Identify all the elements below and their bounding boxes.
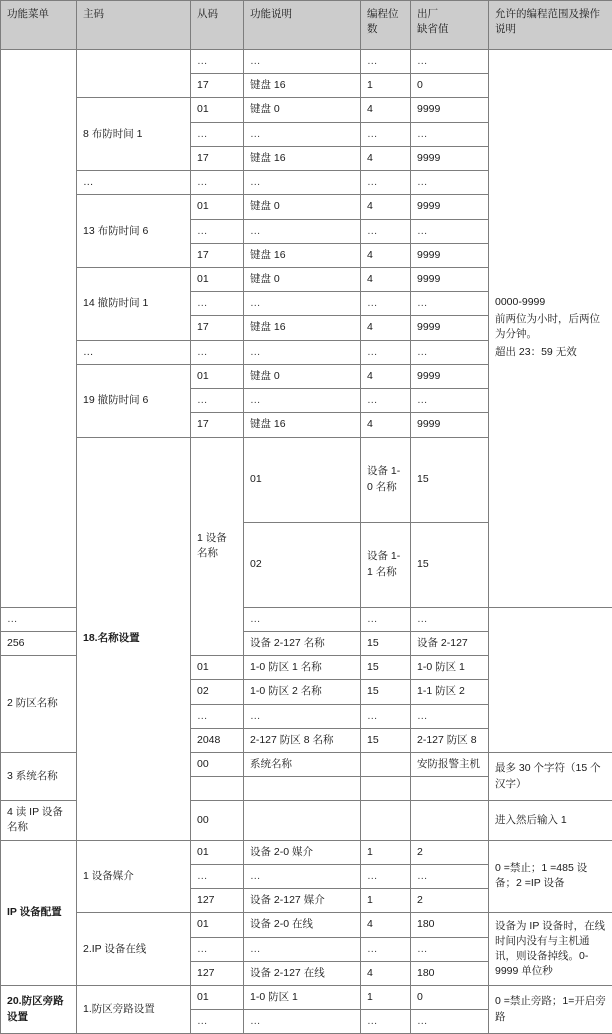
bits-cell: … — [361, 1010, 411, 1034]
bits-cell: 4 — [361, 364, 411, 388]
menu-cell — [1, 50, 77, 608]
description-cell: 键盘 16 — [244, 146, 361, 170]
note-cell: 进入然后输入 1 — [489, 801, 612, 840]
column-header-note: 允许的编程范围及操作说明 — [489, 1, 612, 50]
sub-code-cell: … — [191, 864, 244, 888]
description-cell: 1-0 防区 1 — [244, 985, 361, 1009]
menu-cell: 20.防区旁路设置 — [1, 985, 77, 1033]
description-cell: … — [244, 607, 361, 631]
column-header-menu: 功能菜单 — [1, 1, 77, 50]
bits-cell: … — [361, 219, 411, 243]
main-code-cell: … — [77, 340, 191, 364]
default-cell: 9999 — [411, 243, 489, 267]
description-cell: 键盘 16 — [244, 243, 361, 267]
description-cell — [244, 801, 361, 840]
default-cell: 2 — [411, 889, 489, 913]
description-cell: … — [244, 937, 361, 961]
main-code-cell: 14 撤防时间 1 — [77, 267, 191, 340]
description-cell: 1-0 防区 2 名称 — [244, 680, 361, 704]
sub-code-cell: 01 — [191, 985, 244, 1009]
note-cell: 最多 30 个字符（15 个汉字） — [489, 753, 612, 801]
sub-code-cell: … — [191, 340, 244, 364]
sub-code-cell: 256 — [1, 631, 77, 655]
description-cell: … — [244, 219, 361, 243]
table-row — [1, 50, 612, 74]
description-cell: 键盘 0 — [244, 267, 361, 291]
description-cell: 设备 1-0 名称 — [361, 437, 411, 522]
description-cell — [244, 777, 361, 801]
column-header-bits — [361, 1, 411, 50]
default-cell: 2-127 防区 8 — [411, 728, 489, 752]
sub-code-cell: 127 — [191, 961, 244, 985]
main-code-cell: 1 设备媒介 — [77, 840, 191, 913]
default-cell: … — [411, 292, 489, 316]
sub-code-cell: … — [191, 171, 244, 195]
bits-cell: … — [361, 937, 411, 961]
sub-code-cell: 17 — [191, 146, 244, 170]
description-cell: 设备 1-1 名称 — [361, 522, 411, 607]
note-cell: 0 =禁止旁路；1=开启旁路 — [489, 985, 612, 1033]
sub-code-cell: 01 — [191, 913, 244, 937]
description-cell: 键盘 0 — [244, 98, 361, 122]
bits-cell: … — [361, 122, 411, 146]
default-cell: 180 — [411, 913, 489, 937]
default-line-1: 出厂 — [417, 8, 438, 20]
default-cell: … — [411, 122, 489, 146]
bits-cell: 4 — [361, 146, 411, 170]
bits-cell: 15 — [411, 522, 489, 607]
sub-code-cell: … — [191, 1010, 244, 1034]
column-header-default — [411, 1, 489, 50]
main-code-cell: 2.IP 设备在线 — [77, 913, 191, 986]
bits-line-1: 编程位 — [367, 8, 399, 20]
sub-code-cell: 17 — [191, 74, 244, 98]
description-cell: … — [244, 171, 361, 195]
sub-code-cell: 2048 — [191, 728, 244, 752]
sub-code-cell: … — [191, 50, 244, 74]
default-cell: 9999 — [411, 267, 489, 291]
main-code-cell: 1 设备名称 — [191, 437, 244, 656]
bits-cell: 4 — [361, 413, 411, 437]
default-cell: 1-1 防区 2 — [411, 680, 489, 704]
sub-code-cell: 01 — [191, 364, 244, 388]
default-cell: 180 — [411, 961, 489, 985]
default-cell: … — [411, 50, 489, 74]
main-code-cell: 3 系统名称 — [1, 753, 77, 801]
bits-cell: 15 — [361, 680, 411, 704]
main-code-cell: 4 读 IP 设备名称 — [1, 801, 77, 840]
sub-code-cell: 17 — [191, 316, 244, 340]
sub-code-cell: 01 — [244, 437, 361, 522]
default-cell: 安防报警主机 — [411, 753, 489, 777]
description-cell: 1-0 防区 1 名称 — [244, 656, 361, 680]
bits-cell — [361, 753, 411, 777]
bits-cell: … — [361, 607, 411, 631]
menu-cell: IP 设备配置 — [1, 840, 77, 985]
default-cell: 9999 — [411, 146, 489, 170]
main-code-cell: 8 布防时间 1 — [77, 98, 191, 171]
note-line: 超出 23：59 无效 — [495, 345, 606, 360]
bits-cell: 4 — [361, 961, 411, 985]
bits-cell: 4 — [361, 98, 411, 122]
bits-cell: … — [361, 704, 411, 728]
bits-cell: 4 — [361, 267, 411, 291]
bits-cell: 15 — [361, 728, 411, 752]
note-cell — [489, 50, 612, 608]
sub-code-cell: … — [1, 607, 77, 631]
sub-code-cell: 01 — [191, 98, 244, 122]
sub-code-cell: 01 — [191, 195, 244, 219]
bits-cell: … — [361, 864, 411, 888]
sub-code-cell: … — [191, 937, 244, 961]
sub-code-cell: 02 — [244, 522, 361, 607]
default-line-2: 缺省值 — [417, 23, 449, 35]
sub-code-cell: … — [191, 219, 244, 243]
default-cell: 设备 2-127 — [411, 631, 489, 655]
note-cell: 设备为 IP 设备时，在线时间内没有与主机通讯，则设备掉线。0-9999 单位秒 — [489, 913, 612, 986]
sub-code-cell: 02 — [191, 680, 244, 704]
bits-cell: 1 — [361, 840, 411, 864]
default-cell: 9999 — [411, 413, 489, 437]
sub-code-cell: 01 — [191, 840, 244, 864]
default-cell: … — [411, 171, 489, 195]
sub-code-cell: … — [191, 292, 244, 316]
default-cell: … — [411, 389, 489, 413]
sub-code-cell: 01 — [191, 656, 244, 680]
sub-code-cell: 00 — [191, 801, 244, 840]
default-cell: 9999 — [411, 195, 489, 219]
column-header-sub-code: 从码 — [191, 1, 244, 50]
description-cell: 键盘 16 — [244, 413, 361, 437]
table-body — [1, 50, 612, 1034]
description-cell: 设备 2-127 名称 — [244, 631, 361, 655]
default-cell: 1-0 防区 1 — [411, 656, 489, 680]
main-code-cell: 13 布防时间 6 — [77, 195, 191, 268]
default-cell: 9999 — [411, 316, 489, 340]
description-cell: 设备 2-127 在线 — [244, 961, 361, 985]
bits-cell: 4 — [361, 913, 411, 937]
description-cell: 设备 2-0 在线 — [244, 913, 361, 937]
default-cell: 0 — [411, 74, 489, 98]
description-cell: … — [244, 389, 361, 413]
description-cell: 键盘 0 — [244, 364, 361, 388]
default-cell: … — [411, 864, 489, 888]
table-header — [1, 1, 612, 50]
sub-code-cell: … — [191, 704, 244, 728]
sub-code-cell: 17 — [191, 243, 244, 267]
bits-cell: … — [361, 340, 411, 364]
bits-cell: … — [361, 50, 411, 74]
bits-cell: 1 — [361, 889, 411, 913]
main-code-cell: … — [77, 171, 191, 195]
description-cell: … — [244, 50, 361, 74]
description-cell: 系统名称 — [244, 753, 361, 777]
column-header-main-code: 主码 — [77, 1, 191, 50]
bits-cell: 4 — [361, 316, 411, 340]
bits-cell: … — [361, 292, 411, 316]
default-cell: … — [411, 607, 489, 631]
note-line: 0000-9999 — [495, 295, 606, 310]
default-cell: 0 — [411, 985, 489, 1009]
sub-code-cell: 127 — [191, 889, 244, 913]
default-cell: … — [411, 1010, 489, 1034]
description-cell: … — [244, 864, 361, 888]
table-row — [1, 913, 612, 937]
bits-cell: 15 — [411, 437, 489, 522]
main-code-cell — [77, 50, 191, 98]
sub-code-cell: 00 — [191, 753, 244, 777]
default-cell — [411, 801, 489, 840]
header-row — [1, 1, 612, 50]
table-row — [1, 985, 612, 1009]
main-code-cell: 1.防区旁路设置 — [77, 985, 191, 1033]
bits-cell: 4 — [361, 243, 411, 267]
bits-cell: 15 — [361, 631, 411, 655]
sub-code-cell: 01 — [191, 267, 244, 291]
default-cell: 2 — [411, 840, 489, 864]
bits-cell: 4 — [361, 195, 411, 219]
sub-code-cell — [191, 777, 244, 801]
bits-cell: … — [361, 171, 411, 195]
bits-line-2: 数 — [367, 23, 378, 35]
sub-code-cell: … — [191, 122, 244, 146]
default-cell: … — [411, 340, 489, 364]
menu-cell: 18.名称设置 — [77, 437, 191, 840]
description-cell: 键盘 16 — [244, 74, 361, 98]
description-cell: … — [244, 1010, 361, 1034]
description-cell: 设备 2-127 媒介 — [244, 889, 361, 913]
bits-cell — [361, 801, 411, 840]
sub-code-cell: 17 — [191, 413, 244, 437]
sub-code-cell: … — [191, 389, 244, 413]
note-cell: 0 =禁止；1 =485 设备；2 =IP 设备 — [489, 840, 612, 913]
default-cell: 9999 — [411, 98, 489, 122]
bits-cell: … — [361, 389, 411, 413]
main-code-cell: 19 撤防时间 6 — [77, 364, 191, 437]
description-cell: 设备 2-0 媒介 — [244, 840, 361, 864]
bits-cell: 1 — [361, 74, 411, 98]
bits-cell: 1 — [361, 985, 411, 1009]
note-line: 前两位为小时，后两位为分钟。 — [495, 312, 606, 342]
column-header-description: 功能说明 — [244, 1, 361, 50]
default-cell: 9999 — [411, 364, 489, 388]
description-cell: 键盘 0 — [244, 195, 361, 219]
default-cell: … — [411, 704, 489, 728]
default-cell: … — [411, 219, 489, 243]
description-cell: … — [244, 340, 361, 364]
description-cell: … — [244, 122, 361, 146]
bits-cell — [361, 777, 411, 801]
default-cell — [411, 777, 489, 801]
default-cell: … — [411, 937, 489, 961]
table-row — [1, 840, 612, 864]
bits-cell: 15 — [361, 656, 411, 680]
description-cell: … — [244, 292, 361, 316]
description-cell: 2-127 防区 8 名称 — [244, 728, 361, 752]
description-cell: … — [244, 704, 361, 728]
description-cell: 键盘 16 — [244, 316, 361, 340]
main-code-cell: 2 防区名称 — [1, 656, 77, 753]
